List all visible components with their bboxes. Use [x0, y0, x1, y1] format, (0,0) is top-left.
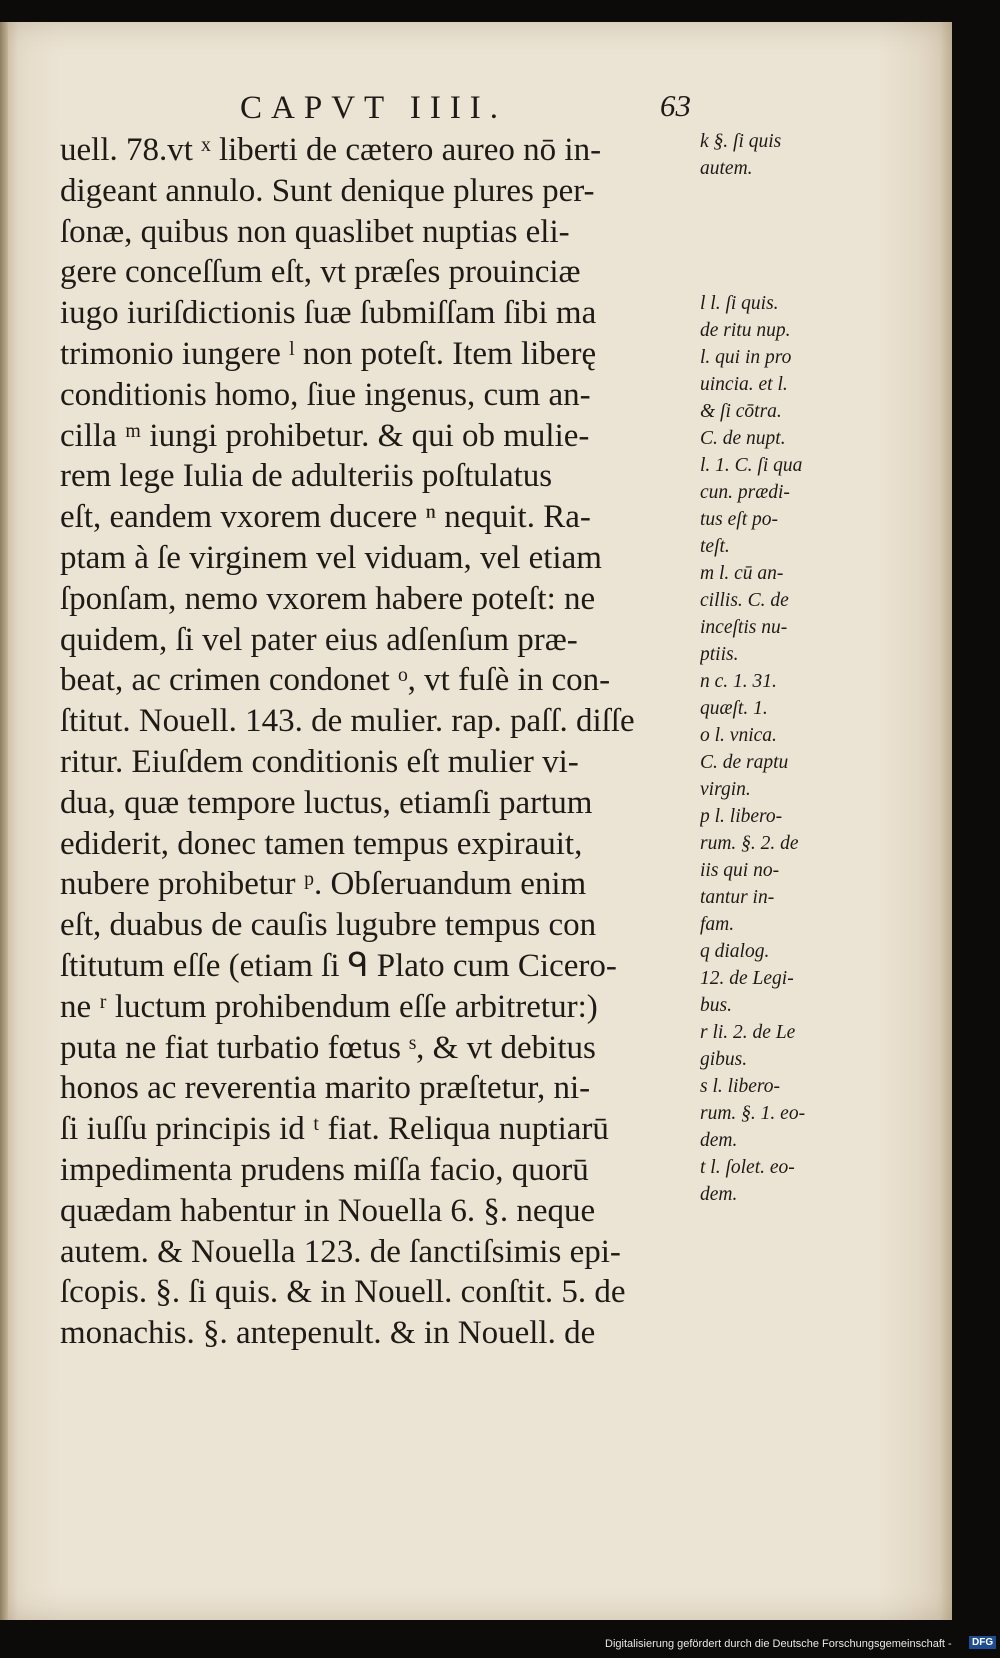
footer-bar	[0, 1630, 1000, 1658]
margin-note-line: l. 1. C. ſi qua	[700, 455, 803, 476]
margin-note-line: t l. ſolet. eo-	[700, 1157, 795, 1178]
text-line: ſonæ, quibus non quaslibet nuptias eli-	[60, 213, 570, 250]
margin-note-line: quæſt. 1.	[700, 698, 768, 719]
margin-note-line: teſt.	[700, 536, 730, 557]
margin-note-line: C. de raptu	[700, 752, 789, 773]
text-line: ſtitutum eſſe (etiam ſi ᑫ Plato cum Cicero-	[60, 947, 617, 984]
text-line: puta ne fiat turbatio fœtus ˢ, & vt debitus	[60, 1029, 596, 1066]
margin-note-line: uincia. et l.	[700, 374, 788, 395]
margin-note-line: k §. ſi quis	[700, 131, 782, 152]
margin-note-line: r li. 2. de Le	[700, 1022, 796, 1043]
margin-note-line: virgin.	[700, 779, 751, 800]
margin-note-line: & ſi cōtra.	[700, 401, 782, 422]
text-line: ſponſam, nemo vxorem habere poteſt: ne	[60, 580, 596, 617]
text-line: monachis. §. antepenult. & in Nouell. de	[60, 1315, 596, 1352]
margin-note-line: dem.	[700, 1184, 738, 1205]
text-line: eſt, duabus de cauſis lugubre tempus con	[60, 907, 597, 944]
text-line: beat, ac crimen condonet ᵒ, vt fuſè in con-	[60, 662, 611, 699]
text-line: autem. & Nouella 123. de ſanctiſsimis epi-	[60, 1233, 621, 1270]
margin-note-line: p l. libero-	[700, 806, 783, 827]
margin-note-line: q dialog.	[700, 941, 770, 962]
margin-note-line: cillis. C. de	[700, 590, 789, 611]
text-line: ne ʳ luctum prohibendum eſſe arbitretur:)	[60, 988, 598, 1025]
margin-note-line: o l. vnica.	[700, 725, 777, 746]
margin-note-line: autem.	[700, 158, 753, 179]
text-line: digeant annulo. Sunt denique plures per-	[60, 172, 595, 209]
text-line: honos ac reverentia marito præſtetur, ni-	[60, 1070, 591, 1107]
text-line: trimonio iungere ˡ non poteſt. Item liberę	[60, 335, 597, 372]
text-line: eſt, eandem vxorem ducere ⁿ nequit. Ra-	[60, 499, 591, 536]
text-line: ſtitut. Nouell. 143. de mulier. rap. paſſ. diſſe	[60, 703, 635, 740]
margin-note-line: l. qui in pro	[700, 347, 792, 368]
margin-note-line: cun. prædi-	[700, 482, 790, 503]
text-line: quædam habentur in Nouella 6. §. neque	[60, 1192, 596, 1229]
text-line: ſi iuſſu principis id ᵗ fiat. Reliqua nuptiarū	[60, 1111, 609, 1148]
margin-note-line: dem.	[700, 1130, 738, 1151]
margin-note-line: iis qui no-	[700, 860, 780, 881]
text-line: gere conceſſum eſt, vt præſes prouinciæ	[60, 254, 581, 291]
page-edge	[0, 22, 8, 1620]
margin-note-line: rum. §. 2. de	[700, 833, 799, 854]
text-line: iugo iuriſdictionis ſuæ ſubmiſſam ſibi ma	[60, 295, 597, 332]
text-line: quidem, ſi vel pater eius adſenſum præ-	[60, 621, 578, 658]
text-line: ritur. Eiuſdem conditionis eſt mulier vi-	[60, 743, 579, 780]
text-line: nubere prohibetur ᵖ. Obſeruandum enim	[60, 866, 587, 903]
margin-note-line: gibus.	[700, 1049, 748, 1070]
margin-note-line: inceſtis nu-	[700, 617, 788, 638]
margin-note-line: tantur in-	[700, 887, 775, 908]
margin-note-line	[700, 236, 830, 263]
text-line: ptam à ſe virginem vel viduam, vel etiam	[60, 539, 602, 576]
margin-notes-column	[700, 128, 830, 1208]
text-line: rem lege Iulia de adulteriis poſtulatus	[60, 458, 553, 495]
margin-note-line: l l. ſi quis.	[700, 293, 779, 314]
margin-note-line: fam.	[700, 914, 735, 935]
text-line: uell. 78.vt ˣ liberti de cætero aureo nō in-	[60, 132, 602, 168]
margin-note-line: bus.	[700, 995, 732, 1016]
margin-note-line: m l. cū an-	[700, 563, 784, 584]
margin-note-line: C. de nupt.	[700, 428, 786, 449]
margin-note-line: tus eſt po-	[700, 509, 778, 530]
text-line: ſcopis. §. ſi quis. & in Nouell. conſtit. 5. de	[60, 1274, 626, 1311]
main-text-column	[60, 130, 700, 1354]
margin-note-line: 12. de Legi-	[700, 968, 794, 989]
text-line: impedimenta prudens miſſa facio, quorū	[60, 1151, 589, 1188]
margin-note-line: rum. §. 1. eo-	[700, 1103, 806, 1124]
text-line: cilla ᵐ iungi prohibetur. & qui ob mulie-	[60, 417, 590, 454]
margin-note-line	[700, 209, 830, 236]
text-line: ediderit, donec tamen tempus expirauit,	[60, 825, 583, 862]
page-number: 63	[660, 88, 691, 123]
chapter-title: CAPVT IIII.	[240, 90, 508, 126]
margin-note-line: s l. libero-	[700, 1076, 780, 1097]
margin-note-line: de ritu nup.	[700, 320, 791, 341]
margin-note-line	[700, 182, 830, 209]
text-line: conditionis homo, ſiue ingenus, cum an-	[60, 376, 591, 413]
text-line: dua, quæ tempore luctus, etiamſi partum	[60, 784, 593, 821]
funding-credit: Digitalisierung gefördert durch die Deutsche Forschungsgemeinschaft -	[605, 1638, 952, 1650]
margin-note-line: n c. 1. 31.	[700, 671, 777, 692]
dfg-logo: DFG	[969, 1636, 996, 1649]
margin-note-line: ptiis.	[700, 644, 739, 665]
margin-note-line	[700, 263, 830, 290]
